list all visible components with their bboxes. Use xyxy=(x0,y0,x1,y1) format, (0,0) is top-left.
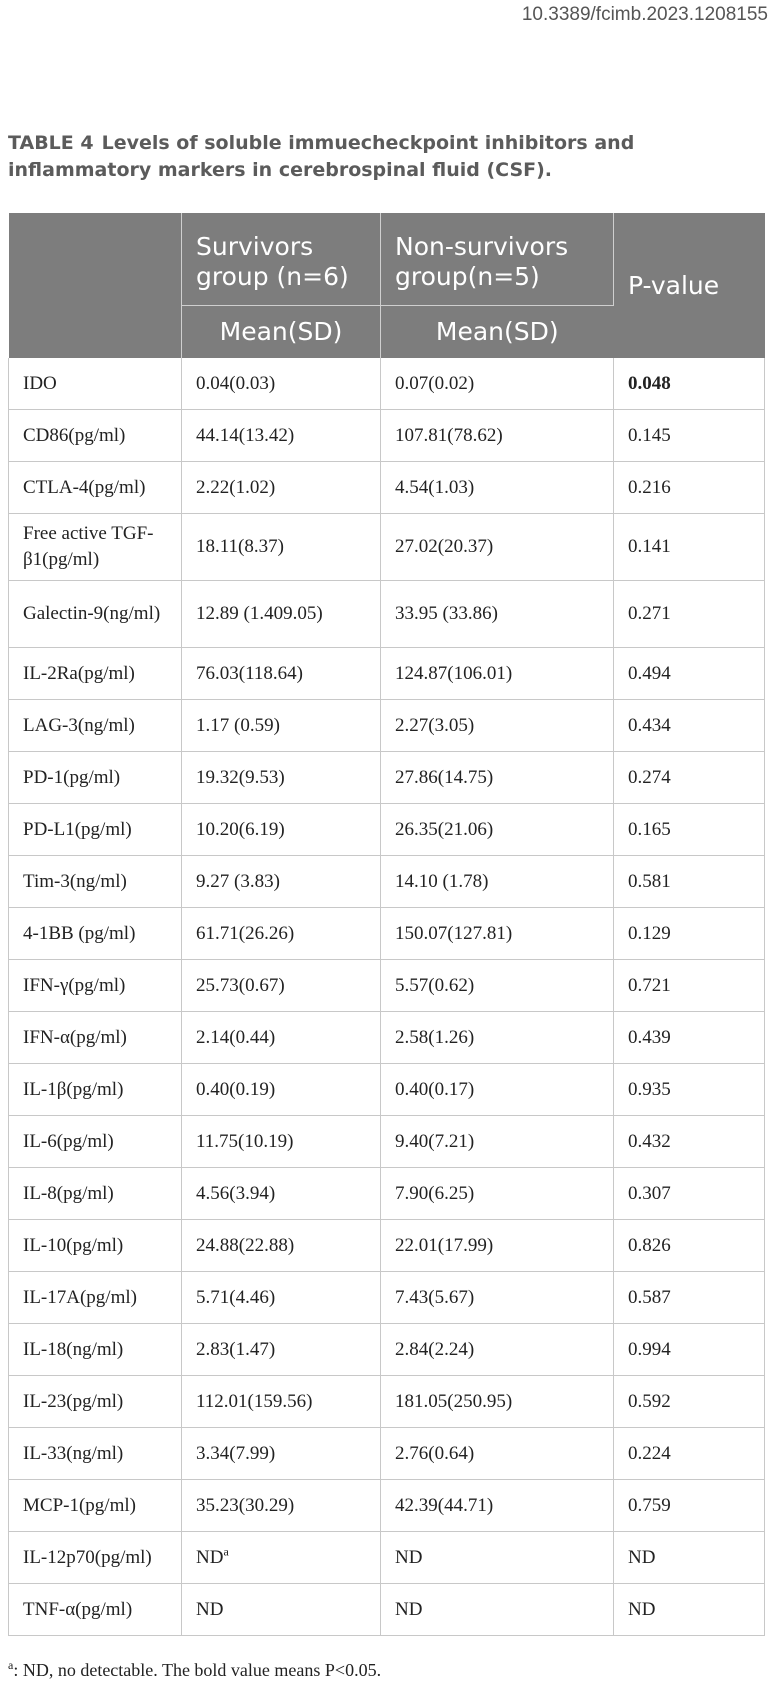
cell-marker xyxy=(9,514,182,581)
cell-marker-text: CTLA-4(pg/ml) xyxy=(23,476,146,498)
cell-p-value-text: 0.048 xyxy=(628,372,671,394)
cell-marker-text: IFN-α(pg/ml) xyxy=(23,1026,127,1048)
table-row xyxy=(9,804,765,856)
cell-p-value-text: 0.592 xyxy=(628,1390,671,1412)
cell-p-value xyxy=(614,358,765,410)
cell-non-survivors-text: 2.58(1.26) xyxy=(395,1026,475,1048)
cell-p-value-text: 0.581 xyxy=(628,870,671,892)
cell-marker xyxy=(9,1116,182,1168)
cell-p-value-text: ND xyxy=(628,1598,656,1620)
table-row xyxy=(9,1168,765,1220)
cell-survivors-text: 24.88(22.88) xyxy=(196,1234,295,1256)
cell-marker-text: IL-6(pg/ml) xyxy=(23,1130,114,1152)
table-row xyxy=(9,856,765,908)
cell-marker-text: IDO xyxy=(23,372,57,394)
cell-non-survivors-text: 107.81(78.62) xyxy=(395,424,503,446)
cell-non-survivors xyxy=(381,1532,614,1584)
cell-marker xyxy=(9,1324,182,1376)
cell-p-value xyxy=(614,1480,765,1532)
cell-p-value xyxy=(614,752,765,804)
footnote-ref: a xyxy=(223,1544,229,1559)
cell-survivors-text: 112.01(159.56) xyxy=(196,1390,313,1412)
cell-survivors xyxy=(182,1480,381,1532)
cell-survivors-text: ND xyxy=(196,1598,224,1620)
cell-survivors xyxy=(182,1584,381,1636)
table-row xyxy=(9,1584,765,1636)
cell-p-value-text: 0.434 xyxy=(628,714,671,736)
cell-non-survivors xyxy=(381,752,614,804)
cell-survivors xyxy=(182,1428,381,1480)
cell-survivors xyxy=(182,1324,381,1376)
cell-marker xyxy=(9,648,182,700)
cell-non-survivors-text: 27.02(20.37) xyxy=(395,536,494,557)
cell-non-survivors xyxy=(381,1324,614,1376)
table-row xyxy=(9,700,765,752)
cell-survivors-text: 11.75(10.19) xyxy=(196,1130,294,1152)
cell-survivors-text: ND xyxy=(196,1546,224,1568)
cell-marker xyxy=(9,462,182,514)
cell-survivors xyxy=(182,804,381,856)
cell-survivors xyxy=(182,1272,381,1324)
cell-marker-text: IL-8(pg/ml) xyxy=(23,1182,114,1204)
cell-survivors xyxy=(182,1012,381,1064)
cell-marker-text: IL-1β(pg/ml) xyxy=(23,1078,124,1100)
cell-marker xyxy=(9,1584,182,1636)
cell-non-survivors-text: ND xyxy=(395,1546,423,1568)
cell-survivors xyxy=(182,700,381,752)
table-header xyxy=(9,213,765,358)
cell-p-value xyxy=(614,1064,765,1116)
table-row xyxy=(9,1376,765,1428)
cell-non-survivors-text: 2.84(2.24) xyxy=(395,1338,475,1360)
cell-non-survivors-text: ND xyxy=(395,1598,423,1620)
cell-p-value-text: 0.145 xyxy=(628,424,671,446)
cell-marker-text: MCP-1(pg/ml) xyxy=(23,1494,136,1516)
cell-marker xyxy=(9,1220,182,1272)
cell-p-value xyxy=(614,1376,765,1428)
table-row xyxy=(9,1116,765,1168)
cell-p-value-text: 0.141 xyxy=(628,536,671,557)
table-caption-text: Levels of soluble immuecheckpoint inhibitors and inflammatory markers in cerebrospinal fluid (CSF). xyxy=(8,132,635,181)
cell-non-survivors xyxy=(381,804,614,856)
cell-survivors xyxy=(182,1532,381,1584)
cell-survivors-text: 12.89 (1.409.05) xyxy=(196,603,323,624)
cell-survivors-text: 0.40(0.19) xyxy=(196,1078,276,1100)
doi-link[interactable]: 10.3389/fcimb.2023.1208155 xyxy=(521,4,768,25)
cell-non-survivors xyxy=(381,960,614,1012)
cell-non-survivors xyxy=(381,1116,614,1168)
cell-p-value xyxy=(614,1584,765,1636)
cell-marker xyxy=(9,960,182,1012)
cell-marker-text: Galectin-9(ng/ml) xyxy=(23,603,161,624)
cell-non-survivors-text: 26.35(21.06) xyxy=(395,818,494,840)
cell-survivors-text: 3.34(7.99) xyxy=(196,1442,276,1464)
cell-non-survivors-text: 7.43(5.67) xyxy=(395,1286,475,1308)
table-caption xyxy=(8,130,708,184)
table-row xyxy=(9,358,765,410)
footnote-marker: a xyxy=(8,1658,14,1672)
cell-survivors-text: 2.14(0.44) xyxy=(196,1026,276,1048)
cell-non-survivors-text: 124.87(106.01) xyxy=(395,662,513,684)
cell-survivors-text: 2.22(1.02) xyxy=(196,476,276,498)
cell-marker-text: IL-12p70(pg/ml) xyxy=(23,1546,152,1568)
cell-p-value-text: 0.307 xyxy=(628,1182,671,1204)
cell-non-survivors-text: 42.39(44.71) xyxy=(395,1494,494,1516)
cell-non-survivors xyxy=(381,410,614,462)
cell-survivors xyxy=(182,908,381,960)
cell-non-survivors xyxy=(381,1584,614,1636)
cell-survivors xyxy=(182,581,381,648)
cell-p-value xyxy=(614,804,765,856)
cell-non-survivors xyxy=(381,1428,614,1480)
table-row xyxy=(9,648,765,700)
cell-marker xyxy=(9,410,182,462)
header-marker xyxy=(9,213,182,358)
header-mean-sd-survivors: Mean(SD) xyxy=(182,306,381,359)
table-row xyxy=(9,1012,765,1064)
cell-p-value xyxy=(614,1168,765,1220)
cell-p-value xyxy=(614,908,765,960)
cell-p-value-text: 0.224 xyxy=(628,1442,671,1464)
cell-survivors-text: 0.04(0.03) xyxy=(196,372,276,394)
cell-survivors-text: 25.73(0.67) xyxy=(196,974,285,996)
table-footnote xyxy=(8,1660,381,1681)
cell-marker-text: IL-10(pg/ml) xyxy=(23,1234,124,1256)
cell-marker xyxy=(9,1376,182,1428)
cell-survivors-text: 10.20(6.19) xyxy=(196,818,285,840)
cell-survivors-text: 44.14(13.42) xyxy=(196,424,295,446)
cell-p-value xyxy=(614,1116,765,1168)
cell-p-value xyxy=(614,1428,765,1480)
cell-p-value xyxy=(614,960,765,1012)
cell-marker-text: LAG-3(ng/ml) xyxy=(23,714,135,736)
table-row xyxy=(9,1324,765,1376)
cell-marker-text: IL-33(ng/ml) xyxy=(23,1442,124,1464)
cell-marker-text: TNF-α(pg/ml) xyxy=(23,1598,133,1620)
cell-non-survivors-text: 7.90(6.25) xyxy=(395,1182,475,1204)
table-row xyxy=(9,752,765,804)
table-row xyxy=(9,1480,765,1532)
cell-survivors-text: 76.03(118.64) xyxy=(196,662,303,684)
cell-marker-text: IL-17A(pg/ml) xyxy=(23,1286,137,1308)
cell-p-value-text: 0.274 xyxy=(628,766,671,788)
table-row xyxy=(9,908,765,960)
cell-survivors xyxy=(182,1168,381,1220)
cell-p-value-text: 0.826 xyxy=(628,1234,671,1256)
cell-marker xyxy=(9,1168,182,1220)
cell-marker xyxy=(9,358,182,410)
cell-p-value-text: 0.759 xyxy=(628,1494,671,1516)
cell-marker-text: CD86(pg/ml) xyxy=(23,424,126,446)
cell-marker-text: IL-23(pg/ml) xyxy=(23,1390,124,1412)
cell-non-survivors-text: 150.07(127.81) xyxy=(395,922,513,944)
table-row xyxy=(9,1064,765,1116)
cell-marker-text: PD-1(pg/ml) xyxy=(23,766,121,788)
cell-non-survivors xyxy=(381,581,614,648)
cell-marker-text: Tim-3(ng/ml) xyxy=(23,870,127,892)
cell-p-value xyxy=(614,1532,765,1584)
cell-marker xyxy=(9,1480,182,1532)
cell-p-value-text: 0.935 xyxy=(628,1078,671,1100)
cell-marker xyxy=(9,581,182,648)
cell-survivors-text: 1.17 (0.59) xyxy=(196,714,280,736)
cell-marker xyxy=(9,908,182,960)
cell-p-value xyxy=(614,462,765,514)
table-body xyxy=(9,358,765,1636)
cell-p-value xyxy=(614,1012,765,1064)
cell-survivors-text: 9.27 (3.83) xyxy=(196,870,280,892)
cell-p-value-text: 0.432 xyxy=(628,1130,671,1152)
cell-marker-text: Free active TGF-β1(pg/ml) xyxy=(23,523,154,570)
cell-p-value-text: 0.165 xyxy=(628,818,671,840)
cell-non-survivors-text: 4.54(1.03) xyxy=(395,476,475,498)
cell-non-survivors-text: 5.57(0.62) xyxy=(395,974,475,996)
cell-survivors-text: 61.71(26.26) xyxy=(196,922,295,944)
table-row xyxy=(9,1532,765,1584)
cell-survivors-text: 5.71(4.46) xyxy=(196,1286,276,1308)
cell-p-value xyxy=(614,410,765,462)
cell-survivors xyxy=(182,1376,381,1428)
cell-non-survivors xyxy=(381,462,614,514)
table-row xyxy=(9,514,765,581)
cell-marker xyxy=(9,1064,182,1116)
cell-non-survivors xyxy=(381,1272,614,1324)
cell-non-survivors xyxy=(381,1480,614,1532)
cell-p-value xyxy=(614,1324,765,1376)
cell-survivors xyxy=(182,462,381,514)
cell-p-value xyxy=(614,581,765,648)
cell-non-survivors xyxy=(381,514,614,581)
header-p-value: P-value xyxy=(614,213,765,358)
cell-survivors-text: 18.11(8.37) xyxy=(196,536,284,557)
cell-non-survivors xyxy=(381,1064,614,1116)
cell-p-value xyxy=(614,514,765,581)
cell-p-value-text: 0.494 xyxy=(628,662,671,684)
cell-survivors xyxy=(182,410,381,462)
cell-non-survivors xyxy=(381,648,614,700)
cell-marker xyxy=(9,856,182,908)
header-survivors: Survivors group (n=6) xyxy=(182,213,381,306)
header-non-survivors: Non-survivors group(n=5) xyxy=(381,213,614,306)
table-row xyxy=(9,1220,765,1272)
cell-survivors-text: 35.23(30.29) xyxy=(196,1494,295,1516)
cell-survivors xyxy=(182,358,381,410)
cell-p-value xyxy=(614,1220,765,1272)
cell-survivors xyxy=(182,960,381,1012)
cell-marker xyxy=(9,1428,182,1480)
table-row xyxy=(9,410,765,462)
header-mean-sd-non-survivors: Mean(SD) xyxy=(381,306,614,359)
cell-marker-text: PD-L1(pg/ml) xyxy=(23,818,132,840)
table-row xyxy=(9,581,765,648)
cell-non-survivors xyxy=(381,358,614,410)
cell-marker xyxy=(9,1272,182,1324)
cell-non-survivors-text: 33.95 (33.86) xyxy=(395,603,498,624)
cell-p-value xyxy=(614,700,765,752)
cell-marker-text: IL-2Ra(pg/ml) xyxy=(23,662,135,684)
cell-survivors xyxy=(182,752,381,804)
cell-survivors xyxy=(182,1064,381,1116)
cell-non-survivors-text: 14.10 (1.78) xyxy=(395,870,489,892)
cell-p-value-text: 0.721 xyxy=(628,974,671,996)
cell-p-value xyxy=(614,856,765,908)
cell-non-survivors-text: 0.40(0.17) xyxy=(395,1078,475,1100)
cell-p-value xyxy=(614,1272,765,1324)
cell-marker xyxy=(9,700,182,752)
cell-non-survivors-text: 22.01(17.99) xyxy=(395,1234,494,1256)
table-row xyxy=(9,462,765,514)
cell-non-survivors-text: 2.76(0.64) xyxy=(395,1442,475,1464)
table-row xyxy=(9,1428,765,1480)
cell-non-survivors-text: 27.86(14.75) xyxy=(395,766,494,788)
cell-non-survivors xyxy=(381,856,614,908)
cell-survivors xyxy=(182,648,381,700)
cell-non-survivors-text: 181.05(250.95) xyxy=(395,1390,513,1412)
cell-p-value-text: 0.271 xyxy=(628,603,671,624)
cell-marker xyxy=(9,752,182,804)
cell-marker-text: IFN-γ(pg/ml) xyxy=(23,974,126,996)
cell-survivors-text: 4.56(3.94) xyxy=(196,1182,276,1204)
cell-marker xyxy=(9,1532,182,1584)
cell-survivors xyxy=(182,1116,381,1168)
cell-p-value-text: ND xyxy=(628,1546,656,1568)
cell-survivors xyxy=(182,856,381,908)
cell-p-value-text: 0.129 xyxy=(628,922,671,944)
table-caption-label: TABLE 4 xyxy=(8,132,94,154)
cell-non-survivors xyxy=(381,1168,614,1220)
cell-survivors xyxy=(182,514,381,581)
footnote-text: : ND, no detectable. The bold value means P<0.05. xyxy=(13,1660,382,1680)
cell-marker-text: IL-18(ng/ml) xyxy=(23,1338,124,1360)
cell-non-survivors xyxy=(381,1012,614,1064)
cell-p-value-text: 0.994 xyxy=(628,1338,671,1360)
data-table xyxy=(8,213,765,1636)
cell-non-survivors-text: 9.40(7.21) xyxy=(395,1130,475,1152)
cell-non-survivors xyxy=(381,1376,614,1428)
cell-non-survivors xyxy=(381,908,614,960)
cell-marker xyxy=(9,1012,182,1064)
cell-marker-text: 4-1BB (pg/ml) xyxy=(23,922,136,944)
cell-p-value xyxy=(614,648,765,700)
cell-non-survivors xyxy=(381,700,614,752)
cell-non-survivors-text: 2.27(3.05) xyxy=(395,714,475,736)
cell-non-survivors-text: 0.07(0.02) xyxy=(395,372,475,394)
table-row xyxy=(9,1272,765,1324)
cell-non-survivors xyxy=(381,1220,614,1272)
cell-survivors xyxy=(182,1220,381,1272)
cell-survivors-text: 19.32(9.53) xyxy=(196,766,285,788)
cell-p-value-text: 0.439 xyxy=(628,1026,671,1048)
cell-p-value-text: 0.587 xyxy=(628,1286,671,1308)
table-row xyxy=(9,960,765,1012)
cell-p-value-text: 0.216 xyxy=(628,476,671,498)
cell-survivors-text: 2.83(1.47) xyxy=(196,1338,276,1360)
cell-marker xyxy=(9,804,182,856)
